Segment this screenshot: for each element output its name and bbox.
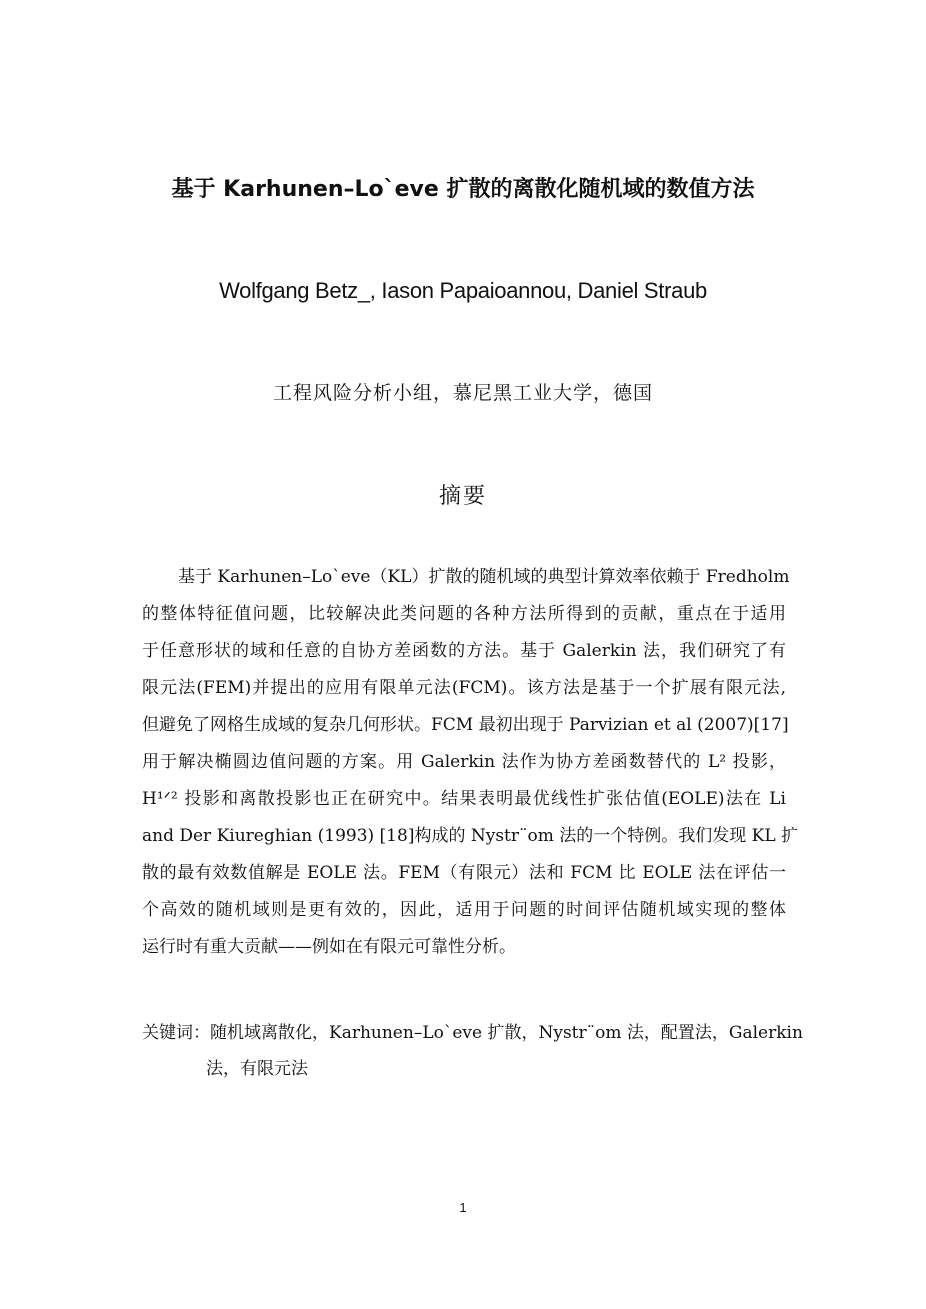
keywords — [142, 1018, 803, 1084]
abstract-line: 散的最有效数值解是 EOLE 法。FEM（有限元）法和 FCM 比 EOLE 法在评估一 — [142, 863, 786, 883]
abstract-line: 于任意形状的域和任意的自协方差函数的方法。基于 Galerkin 法，我们研究了有 — [142, 641, 786, 661]
page-number: 1 — [459, 1200, 467, 1215]
abstract-line: H¹ᐟ² 投影和离散投影也正在研究中。结果表明最优线性扩张估值(EOLE)法在 Li — [142, 789, 786, 809]
abstract-line: 但避免了网格生成域的复杂几何形状。FCM 最初出现于 Parvizian et al (2007)[17] — [142, 715, 789, 735]
abstract-line: 个高效的随机域则是更有效的，因此，适用于问题的时间评估随机域实现的整体 — [142, 900, 786, 920]
keywords-line: 法，有限元法 — [206, 1059, 308, 1079]
paper-authors: Wolfgang Betz_, Iason Papaioannou, Daniel Straub — [219, 278, 707, 303]
abstract-line: and Der Kiureghian (1993) [18]构成的 Nystr¨om 法的一个特例。我们发现 KL 扩 — [142, 826, 799, 846]
abstract-line: 的整体特征值问题，比较解决此类问题的各种方法所得到的贡献，重点在于适用 — [142, 604, 786, 624]
abstract-line: 基于 Karhunen–Lo`eve（KL）扩散的随机域的典型计算效率依赖于 Fredholm — [178, 567, 790, 587]
abstract-body — [142, 562, 799, 969]
abstract-line: 运行时有重大贡献——例如在有限元可靠性分析。 — [142, 937, 516, 957]
paper-title: 基于 Karhunen–Lo`eve 扩散的离散化随机域的数值方法 — [171, 177, 755, 202]
abstract-line: 用于解决椭圆边值问题的方案。用 Galerkin 法作为协方差函数替代的 L² 投影， — [142, 752, 786, 772]
abstract-line: 限元法(FEM)并提出的应用有限单元法(FCM)。该方法是基于一个扩展有限元法, — [142, 678, 786, 698]
abstract-heading: 摘要 — [438, 484, 487, 509]
paper-affiliation: 工程风险分析小组，慕尼黑工业大学，德国 — [272, 382, 653, 404]
keywords-line: 关键词：随机域离散化，Karhunen–Lo`eve 扩散，Nystr¨om 法，配置法，Galerkin — [142, 1023, 803, 1043]
